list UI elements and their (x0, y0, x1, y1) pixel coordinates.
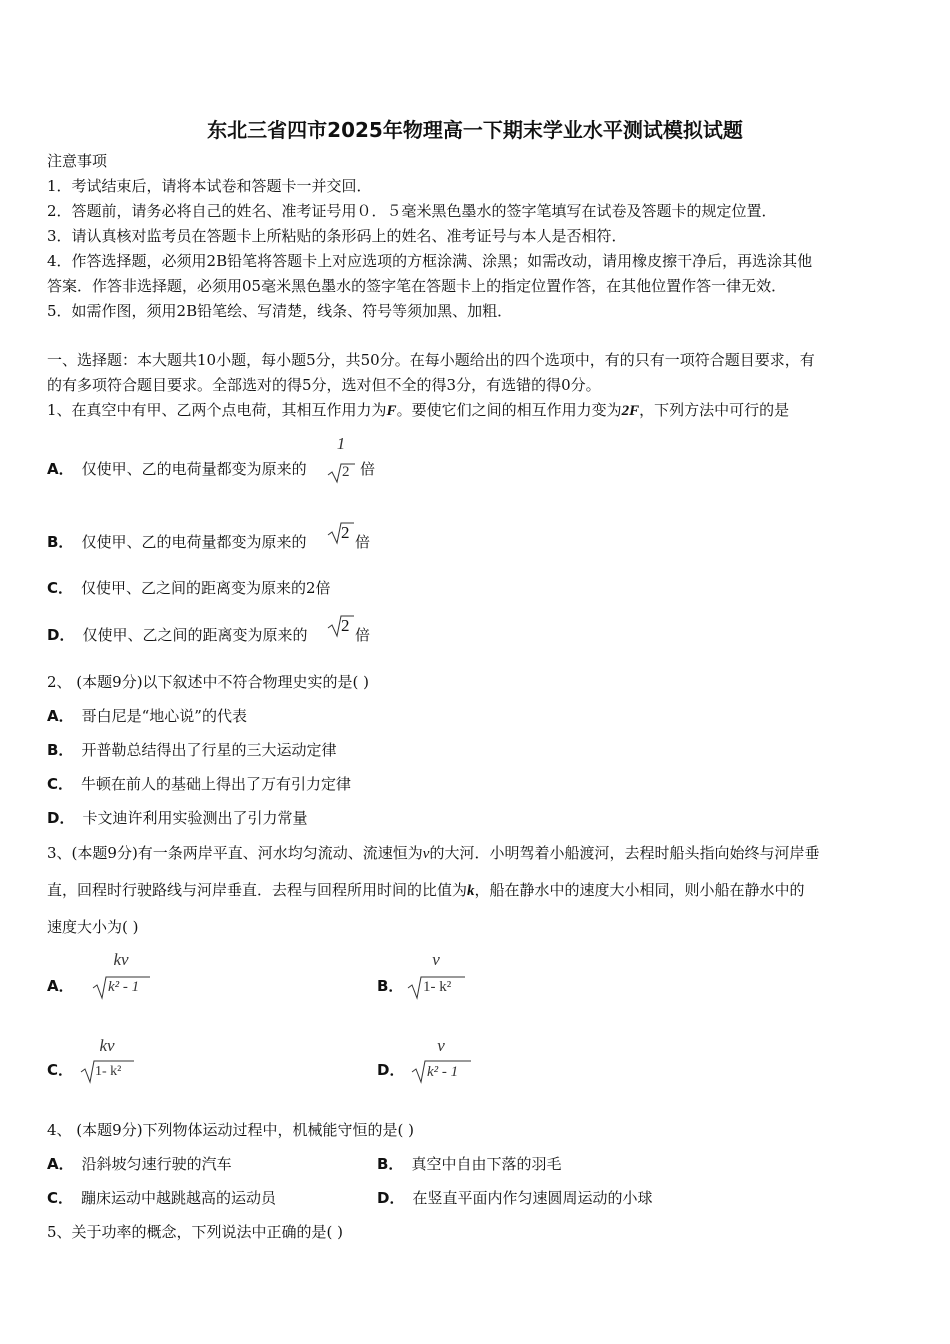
q1-d-root: 2 (341, 616, 350, 635)
q1-option-b[interactable]: B． 仅使甲、乙的电荷量都变为原来的 (47, 533, 307, 551)
q2-option-c[interactable]: C． 牛顿在前人的基础上得出了万有引力定律 (47, 775, 352, 793)
q3-b-fraction: v 1- k² (407, 950, 467, 1002)
notice-heading: 注意事项 (47, 152, 108, 170)
q1-a-fraction: 1 2 (327, 434, 357, 486)
q3-d-fraction: v k² - 1 (411, 1036, 473, 1088)
question-4-stem: 4、 (本题9分)下列物体运动过程中，机械能守恒的是( ) (47, 1121, 415, 1139)
question-3-stem-line3: 速度大小为( ) (47, 918, 139, 936)
q1-b-root: 2 (341, 523, 350, 542)
notice-item: 2．答题前，请务必将自己的姓名、准考证号用０．５毫米黑色墨水的签字笔填写在试卷及答题卡的规定位置． (47, 202, 777, 220)
notice-item: 5．如需作图，须用2B铅笔绘、写清楚，线条、符号等须加黑、加粗． (47, 302, 513, 320)
q3-option-a[interactable]: A． (47, 977, 74, 995)
q1-a-suffix: 倍 (360, 460, 376, 478)
q3-option-c[interactable]: C． (47, 1061, 74, 1079)
question-3-stem-line1: 3、(本题9分)有一条两岸平直、河水均匀流动、流速恒为v的大河．小明驾着小船渡河，去程时船头指向始终与河岸垂 (47, 844, 820, 862)
question-3-stem-line2: 直，回程时行驶路线与河岸垂直．去程与回程所用时间的比值为k，船在静水中的速度大小相同，则小船在静水中的 (47, 881, 805, 899)
q1-b-suffix: 倍 (355, 533, 371, 551)
notice-item: 4．作答选择题，必须用2B铅笔将答题卡上对应选项的方框涂满、涂黑；如需改动，请用橡皮擦干净后，再选涂其他 (47, 252, 813, 270)
q1-option-a[interactable]: A． 仅使甲、乙的电荷量都变为原来的 (47, 460, 307, 478)
q4-option-d[interactable]: D． 在竖直平面内作匀速圆周运动的小球 (377, 1189, 653, 1207)
page-title: 东北三省四市2025年物理高一下期末学业水平测试模拟试题 (207, 118, 743, 142)
section-instructions: 一、选择题：本大题共10小题，每小题5分，共50分。在每小题给出的四个选项中，有的只有一项符合题目要求，有 (47, 351, 815, 369)
question-5-stem: 5、关于功率的概念，下列说法中正确的是( ) (47, 1223, 344, 1241)
q1-option-c[interactable]: C． 仅使甲、乙之间的距离变为原来的2倍 (47, 579, 331, 597)
q3-option-b[interactable]: B． (377, 977, 404, 995)
question-2-stem: 2、 (本题9分)以下叙述中不符合物理史实的是( ) (47, 673, 370, 691)
q4-option-a[interactable]: A． 沿斜坡匀速行驶的汽车 (47, 1155, 232, 1173)
notice-item: 答案．作答非选择题，必须用05毫米黑色墨水的签字笔在答题卡上的指定位置作答，在其他位置作答一律无效． (47, 277, 787, 295)
q2-option-b[interactable]: B． 开普勒总结得出了行星的三大运动定律 (47, 741, 337, 759)
q2-option-a[interactable]: A． 哥白尼是“地心说”的代表 (47, 707, 247, 725)
q1-d-suffix: 倍 (355, 626, 371, 644)
notice-item: 1．考试结束后，请将本试卷和答题卡一并交回． (47, 177, 372, 195)
q3-a-fraction: kv k² - 1 (92, 950, 152, 1002)
question-1-stem: 1、在真空中有甲、乙两个点电荷，其相互作用力为F。要使它们之间的相互作用力变为2F，下列方法中可行的是 (47, 401, 790, 419)
q1-option-d[interactable]: D． 仅使甲、乙之间的距离变为原来的 (47, 626, 308, 644)
notice-item: 3．请认真核对监考员在答题卡上所粘贴的条形码上的姓名、准考证号与本人是否相符． (47, 227, 627, 245)
q3-c-fraction: kv 1- k² (80, 1036, 136, 1088)
q2-option-d[interactable]: D． 卡文迪许利用实验测出了引力常量 (47, 809, 308, 827)
section-instructions: 的有多项符合题目要求。全部选对的得5分，选对但不全的得3分，有选错的得0分。 (47, 376, 601, 394)
q4-option-b[interactable]: B． 真空中自由下落的羽毛 (377, 1155, 562, 1173)
q3-option-d[interactable]: D． (377, 1061, 405, 1079)
q4-option-c[interactable]: C． 蹦床运动中越跳越高的运动员 (47, 1189, 277, 1207)
